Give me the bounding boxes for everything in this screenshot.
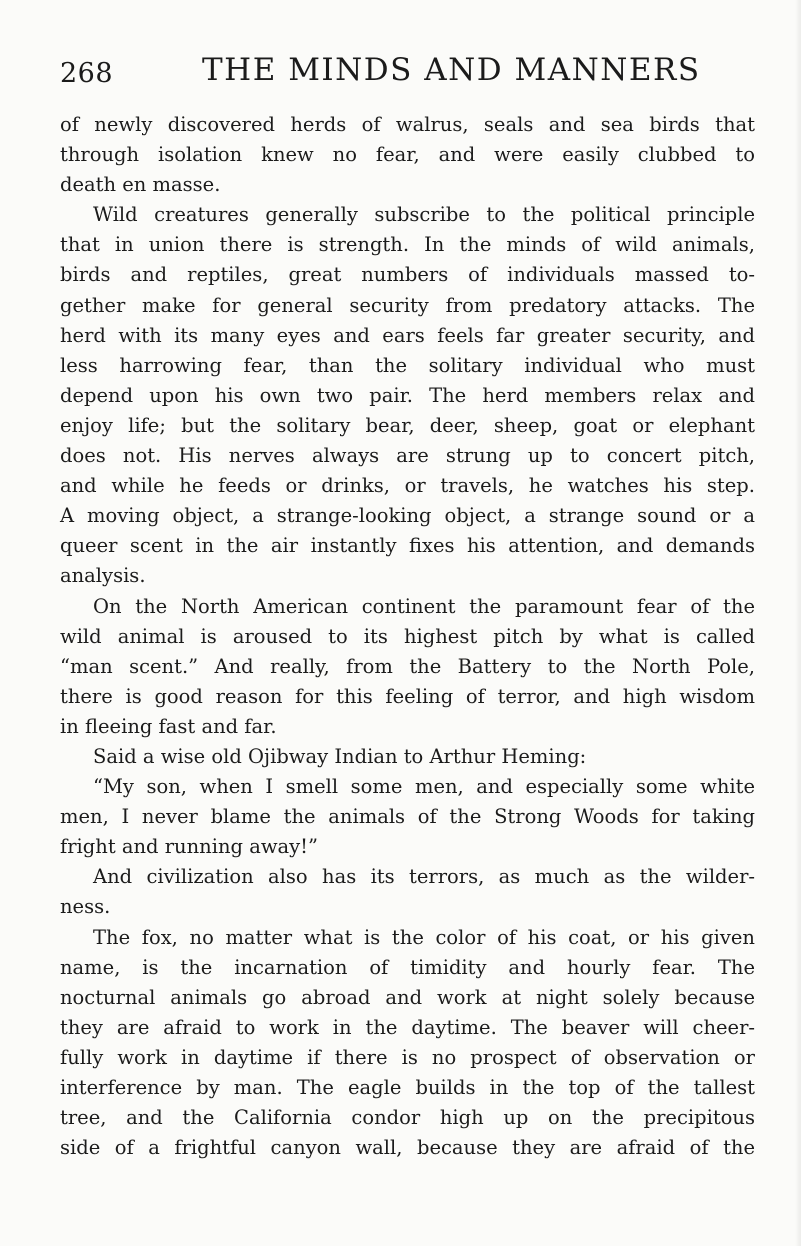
text-line: queer scent in the air instantly fixes his attention, and demands (60, 534, 755, 558)
text-line: On the North American continent the paramount fear of the (93, 594, 755, 618)
text-line: side of a frightful canyon wall, because they are afraid of the (60, 1136, 755, 1160)
text-line: nocturnal animals go abroad and work at night solely because (60, 985, 755, 1009)
page-edge-shadow (795, 0, 801, 1246)
text-line: men, I never blame the animals of the Strong Woods for taking (60, 805, 755, 829)
text-line: that in union there is strength. In the minds of wild animals, (60, 233, 755, 257)
text-line: does not. His nerves always are strung up to concert pitch, (60, 444, 755, 468)
text-line: The fox, no matter what is the color of his coat, or his given (93, 925, 755, 949)
text-line: wild animal is aroused to its highest pitch by what is called (60, 624, 755, 648)
body-text (60, 110, 755, 1163)
page-number: 268 (60, 58, 114, 89)
text-line: And civilization also has its terrors, as much as the wilder- (93, 865, 755, 889)
text-line: there is good reason for this feeling of terror, and high wisdom (60, 684, 755, 708)
text-line: analysis. (60, 564, 146, 588)
text-line: death en masse. (60, 173, 221, 197)
text-line: less harrowing fear, than the solitary individual who must (60, 353, 755, 377)
text-line: of newly discovered herds of walrus, seals and sea birds that (60, 113, 755, 136)
page-header (60, 52, 750, 92)
text-line: and while he feeds or drinks, or travels, he watches his step. (60, 474, 755, 498)
text-line: “man scent.” And really, from the Battery to the North Pole, (60, 654, 755, 678)
text-line: ness. (60, 895, 111, 919)
text-line: interference by man. The eagle builds in the top of the tallest (60, 1076, 755, 1099)
text-line: A moving object, a strange-looking object, a strange sound or a (60, 504, 755, 528)
text-line: Said a wise old Ojibway Indian to Arthur Heming: (93, 744, 587, 768)
text-line: birds and reptiles, great numbers of individuals massed to- (60, 263, 755, 287)
text-line: tree, and the California condor high up on the precipitous (60, 1106, 755, 1130)
text-line: Wild creatures generally subscribe to the political principle (93, 203, 755, 227)
text-line: depend upon his own two pair. The herd members relax and (60, 383, 755, 407)
text-line: gether make for general security from predatory attacks. The (60, 293, 755, 317)
text-line: fright and running away!” (60, 835, 318, 859)
text-line: herd with its many eyes and ears feels far greater security, and (60, 323, 755, 347)
text-line: “My son, when I smell some men, and especially some white (93, 775, 755, 799)
running-title: THE MINDS AND MANNERS (202, 52, 701, 88)
text-line: enjoy life; but the solitary bear, deer, sheep, goat or elephant (60, 413, 755, 437)
text-line: in fleeing fast and far. (60, 714, 277, 738)
text-line: through isolation knew no fear, and were easily clubbed to (60, 143, 755, 167)
text-line: fully work in daytime if there is no prospect of observation or (60, 1045, 755, 1069)
text-line: name, is the incarnation of timidity and hourly fear. The (60, 955, 755, 979)
text-line: they are afraid to work in the daytime. The beaver will cheer- (60, 1015, 755, 1039)
